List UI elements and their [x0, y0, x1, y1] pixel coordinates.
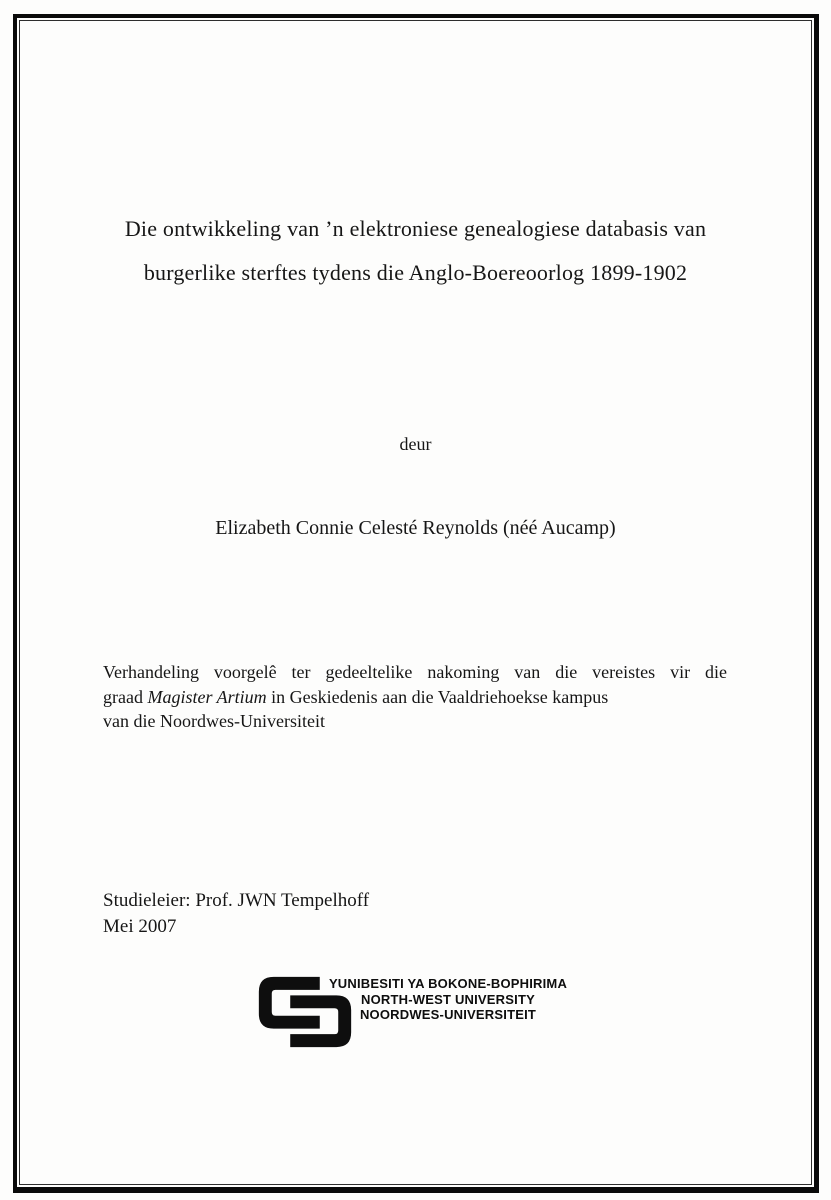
supervisor-block: [103, 888, 369, 940]
thesis-title-line-1: Die ontwikkeling van ’n elektroniese genealogiese databasis van: [124, 216, 707, 241]
degree-name-italic: Magister Artium: [147, 686, 267, 707]
statement-degree-post: in Geskiedenis aan die Vaaldriehoekse kampus: [266, 686, 609, 707]
thesis-title: [60, 207, 771, 295]
submission-statement-line-3: van die Noordwes-Universiteit: [103, 711, 325, 731]
date-line: Mei 2007: [103, 916, 177, 937]
submission-statement-line-2: [103, 685, 727, 710]
submission-statement-line-1: Verhandeling voorgelê ter gedeeltelike nakoming van die vereistes vir die: [103, 662, 727, 682]
supervisor-line: Studieleier: Prof. JWN Tempelhoff: [103, 890, 370, 911]
statement-degree-pre: graad: [103, 686, 148, 707]
university-logo: [257, 973, 597, 1053]
submission-statement: [103, 660, 727, 734]
thesis-title-line-2: burgerlike sterftes tydens die Anglo-Boereoorlog 1899-1902: [143, 260, 688, 285]
university-name-setswana: YUNIBESITI YA BOKONE-BOPHIRIMA: [328, 976, 568, 991]
university-name-english: NORTH-WEST UNIVERSITY: [361, 991, 535, 1007]
byline-label: deur: [399, 434, 432, 454]
author-name: Elizabeth Connie Celesté Reynolds (néé Aucamp): [215, 517, 616, 539]
university-logo-text: [321, 976, 575, 1023]
university-name-afrikaans: NOORDWES-UNIVERSITEIT: [359, 1007, 537, 1023]
